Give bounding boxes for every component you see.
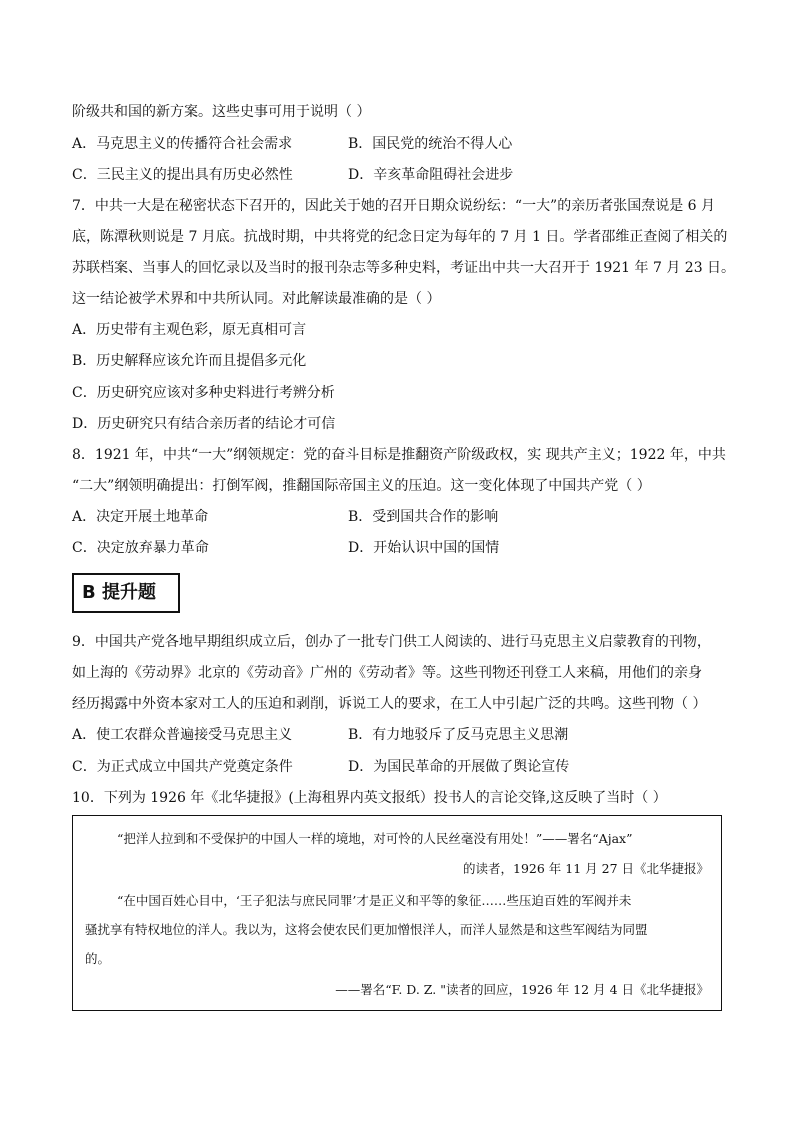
q7-stem-line: 7．中共一大是在秘密状态下召开的，因此关于她的召开日期众说纷纭：“一大”的亲历者张国焘说是 6 月 xyxy=(72,198,716,214)
q7-stem-line: 苏联档案、当事人的回忆录以及当时的报刊杂志等多种史料，考证出中共一大召开于 1921 年 7 月 23 日。 xyxy=(72,260,736,276)
q7-option-a[interactable]: A．历史带有主观色彩，原无真相可言 xyxy=(72,322,307,338)
q8-option-d[interactable]: D．开始认识中国的国情 xyxy=(348,540,500,556)
q8-stem-line: 8．1921 年，中共“一大”纲领规定：党的奋斗目标是推翻资产阶级政权，实 现共产主义；1922 年，中共 xyxy=(72,447,726,463)
q8-option-a[interactable]: A．决定开展土地革命 xyxy=(72,509,209,525)
quote2-source: ——署名“F. D. Z. "读者的回应，1926 年 12 月 4 日《北华捷报》 xyxy=(335,982,709,997)
q10-quote-box xyxy=(72,815,722,1011)
q8-option-b[interactable]: B．受到国共合作的影响 xyxy=(348,509,499,525)
q9-option-c[interactable]: C．为正式成立中国共产党奠定条件 xyxy=(72,759,293,775)
q9-option-a[interactable]: A．使工农群众普遍接受马克思主义 xyxy=(72,727,293,743)
q6-option-c[interactable]: C．三民主义的提出具有历史必然性 xyxy=(72,167,293,183)
q9-stem-line: 如上海的《劳动界》北京的《劳动音》广州的《劳动者》等。这些刊物还刊登工人来稿，用他们的亲身 xyxy=(72,665,702,681)
q6-stem: 阶级共和国的新方案。这些史事可用于说明（ ） xyxy=(72,104,371,120)
section-header-b: B 提升题 xyxy=(72,573,180,613)
quote2-text-line: 的。 xyxy=(85,951,111,966)
quote2-text-line: “在中国百姓心目中，‘王子犯法与庶民同罪’才是正义和平等的象征……些压迫百姓的军阀并未 xyxy=(117,893,632,908)
q6-option-a[interactable]: A．马克思主义的传播符合社会需求 xyxy=(72,136,293,152)
q7-option-b[interactable]: B．历史解释应该允许而且提倡多元化 xyxy=(72,353,307,369)
q7-option-c[interactable]: C．历史研究应该对多种史料进行考辨分析 xyxy=(72,385,335,401)
q8-stem-line: “二大”纲领明确提出：打倒军阀，推翻国际帝国主义的压迫。这一变化体现了中国共产党（ ） xyxy=(72,478,651,494)
q7-stem-line: 底，陈潭秋则说是 7 月底。抗战时期，中共将党的纪念日定为每年的 7 月 1 日。学者邵维正查阅了相关的 xyxy=(72,229,728,245)
q9-stem-line: 经历揭露中外资本家对工人的压迫和剥削，诉说工人的要求，在工人中引起广泛的共鸣。这些刊物（ ） xyxy=(72,696,707,712)
q10-stem: 10．下列为 1926 年《北华捷报》(上海租界内英文报纸）投书人的言论交锋,这反映了当时（ ） xyxy=(72,790,667,806)
q8-option-c[interactable]: C．决定放弃暴力革命 xyxy=(72,540,209,556)
quote1-source: 的读者，1926 年 11 月 27 日《北华捷报》 xyxy=(463,861,709,876)
q7-stem-line: 这一结论被学术界和中共所认同。对此解读最准确的是（ ） xyxy=(72,291,441,307)
q7-option-d[interactable]: D．历史研究只有结合亲历者的结论才可信 xyxy=(72,416,336,432)
q6-option-d[interactable]: D．辛亥革命阻碍社会进步 xyxy=(348,167,514,183)
q9-option-b[interactable]: B．有力地驳斥了反马克思主义思潮 xyxy=(348,727,569,743)
quote1-text: “把洋人拉到和不受保护的中国人一样的境地，对可怜的人民丝毫没有用处！”——署名“Ajax” xyxy=(117,831,633,846)
quote2-text-line: 骚扰享有特权地位的洋人。我以为，这将会使农民们更加憎恨洋人，而洋人显然是和这些军阀结为同盟 xyxy=(85,922,648,937)
q9-option-d[interactable]: D．为国民革命的开展做了舆论宣传 xyxy=(348,759,570,775)
q6-option-b[interactable]: B．国民党的统治不得人心 xyxy=(348,136,513,152)
q9-stem-line: 9．中国共产党各地早期组织成立后，创办了一批专门供工人阅读的、进行马克思主义启蒙教育的刊物， xyxy=(72,634,711,650)
